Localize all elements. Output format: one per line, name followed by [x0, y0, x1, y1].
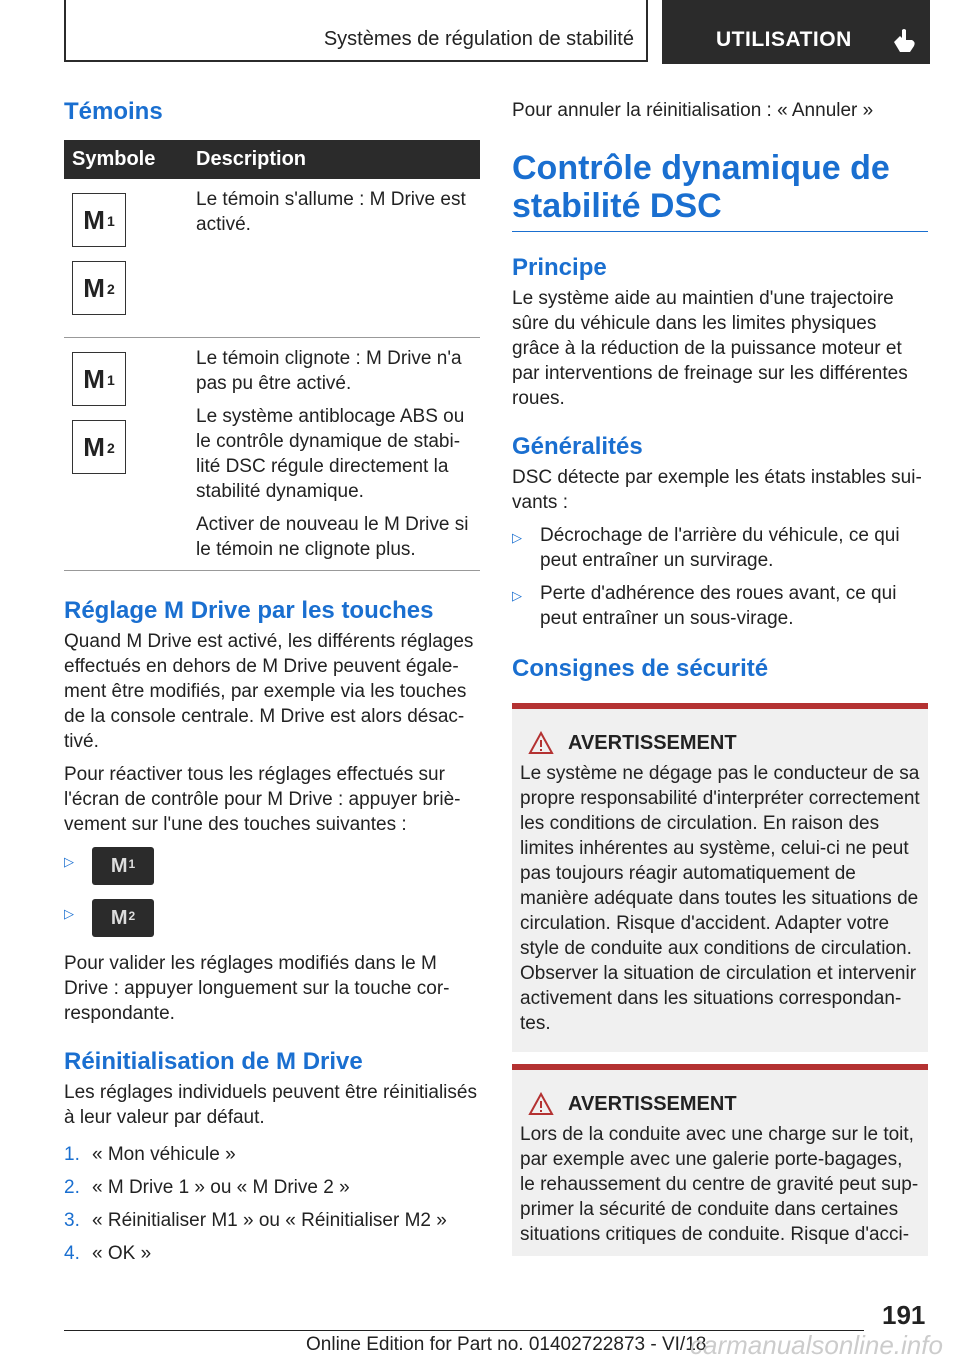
chapter-title: UTILISATION	[716, 28, 852, 51]
reglage-para-1: Quand M Drive est activé, les différents réglages effectués en dehors de M Drive peuvent également être modifiés, par exemple via les touches de la console centrale. M Drive est alors désactivé.	[64, 631, 474, 752]
table-row	[64, 179, 480, 338]
list-item	[64, 1175, 480, 1200]
list-item	[64, 847, 480, 885]
left-column	[64, 98, 480, 1274]
row2-desc-1: Le témoin clignote : M Drive n'a pas pu être activé.	[196, 348, 462, 394]
step-number: 4.	[64, 1243, 80, 1264]
page-header	[64, 0, 930, 64]
reinit-para: Les réglages individuels peuvent être réinitialisés à leur valeur par défaut.	[64, 1082, 477, 1128]
warning-box	[512, 1064, 928, 1256]
row2-desc-2: Le système antiblocage ABS ou le contrôle dynamique de stabilité DSC régule directement la stabilité dynamique.	[196, 406, 465, 502]
table-row	[64, 338, 480, 571]
list-item: ▷ Perte d'adhérence des roues avant, ce qui peut entraîner un sous-virage.	[512, 583, 897, 629]
right-column	[512, 98, 928, 1256]
temoins-heading: Témoins	[64, 98, 163, 125]
m2-key-icon: M 2	[72, 420, 126, 474]
triangle-bullet-icon: ▷	[64, 906, 74, 921]
general-para: DSC détecte par exemple les états instables suivants :	[512, 467, 922, 513]
col-symbol: Symbole	[64, 140, 188, 179]
steps-list	[64, 1142, 480, 1266]
warning-triangle-icon	[528, 731, 554, 755]
principe-para: Le système aide au maintien d'une trajectoire sûre du véhicule dans les limites physiques grâce à la réduction de la puissance moteur et par interventions de freinage sur les différentes roues.	[512, 288, 908, 409]
step-text: « OK »	[92, 1243, 152, 1264]
list-item	[64, 1208, 480, 1233]
warning-label: AVERTISSEMENT	[568, 731, 737, 754]
page-number: 191	[882, 1300, 926, 1330]
dsc-title-block	[512, 149, 928, 232]
reglage-heading: Réglage M Drive par les touches	[64, 597, 434, 624]
general-heading: Généralités	[512, 433, 643, 460]
row2-desc-3: Activer de nouveau le M Drive si le témoin ne clignote plus.	[196, 514, 469, 560]
row1-description: Le témoin s'allume : M Drive est activé.	[196, 189, 466, 235]
list-item: ▷ Décrochage de l'arrière du véhicule, ce qui peut entraîner un survirage.	[512, 525, 900, 571]
cancel-text: Pour annuler la réinitialisation : « Annuler »	[512, 100, 874, 121]
hand-pointer-icon	[890, 26, 918, 54]
triangle-bullet-icon: ▷	[64, 854, 74, 869]
step-number: 2.	[64, 1177, 80, 1198]
section-tab	[64, 0, 648, 62]
warning-text: Lors de la conduite avec une charge sur le toit, par exemple avec une galerie porte-bagages, le rehaussement du centre de gravité peut supprimer la sécurité de conduite dans certaines situations critiques de conduite. Risque d'acci-	[520, 1124, 919, 1245]
list-item	[64, 899, 480, 937]
m1-button[interactable]: M 1	[92, 847, 154, 885]
list-item	[64, 1241, 480, 1266]
edition-text: Online Edition for Part no. 01402722873 - VI/18	[306, 1334, 707, 1355]
warning-label: AVERTISSEMENT	[568, 1092, 737, 1115]
indicator-table	[64, 140, 480, 571]
triangle-bullet-icon: ▷	[512, 588, 522, 603]
warning-triangle-icon	[528, 1092, 554, 1116]
reinit-heading: Réinitialisation de M Drive	[64, 1048, 363, 1075]
step-number: 1.	[64, 1144, 80, 1165]
reglage-para-2: Pour réactiver tous les réglages effectués sur l'écran de contrôle pour M Drive : appuyer brièvement sur l'une des touches suivantes :	[64, 764, 461, 835]
m1-key-icon: M 1	[72, 193, 126, 247]
col-description: Description	[188, 140, 480, 179]
m2-button[interactable]: M 2	[92, 899, 154, 937]
step-text: « Mon véhicule »	[92, 1144, 236, 1165]
m2-key-icon: M 2	[72, 261, 126, 315]
watermark: carmanualsonline.info	[690, 1330, 943, 1360]
step-text: « Réinitialiser M1 » ou « Réinitialiser M2 »	[92, 1210, 447, 1231]
step-text: « M Drive 1 » ou « M Drive 2 »	[92, 1177, 350, 1198]
step-number: 3.	[64, 1210, 80, 1231]
section-title: Systèmes de régulation de stabilité	[323, 28, 634, 50]
safety-heading: Consignes de sécurité	[512, 655, 769, 682]
warning-box	[512, 703, 928, 1052]
list-item	[64, 1142, 480, 1167]
chapter-tab	[662, 0, 930, 64]
m1-key-icon: M 1	[72, 352, 126, 406]
triangle-bullet-icon: ▷	[512, 530, 522, 545]
warning-text: Le système ne dégage pas le conducteur de sa propre responsabilité d'interpréter correctement les conditions de circulation. En raison des limites inhérentes au système, celui-ci ne peut pas toujours réagir automatiquement de manière adéquate dans toutes les situations de circulation. Risque d'accident. Adapter votre style de conduite aux conditions de circulation. Observer la situation de circulation et intervenir activement dans les situations correspondantes.	[520, 763, 920, 1034]
reglage-para-3: Pour valider les réglages modifiés dans le M Drive : appuyer longuement sur la touche correspondante.	[64, 953, 450, 1024]
dsc-heading: Contrôle dynamique de stabilité DSC	[512, 149, 890, 225]
principe-heading: Principe	[512, 254, 607, 281]
